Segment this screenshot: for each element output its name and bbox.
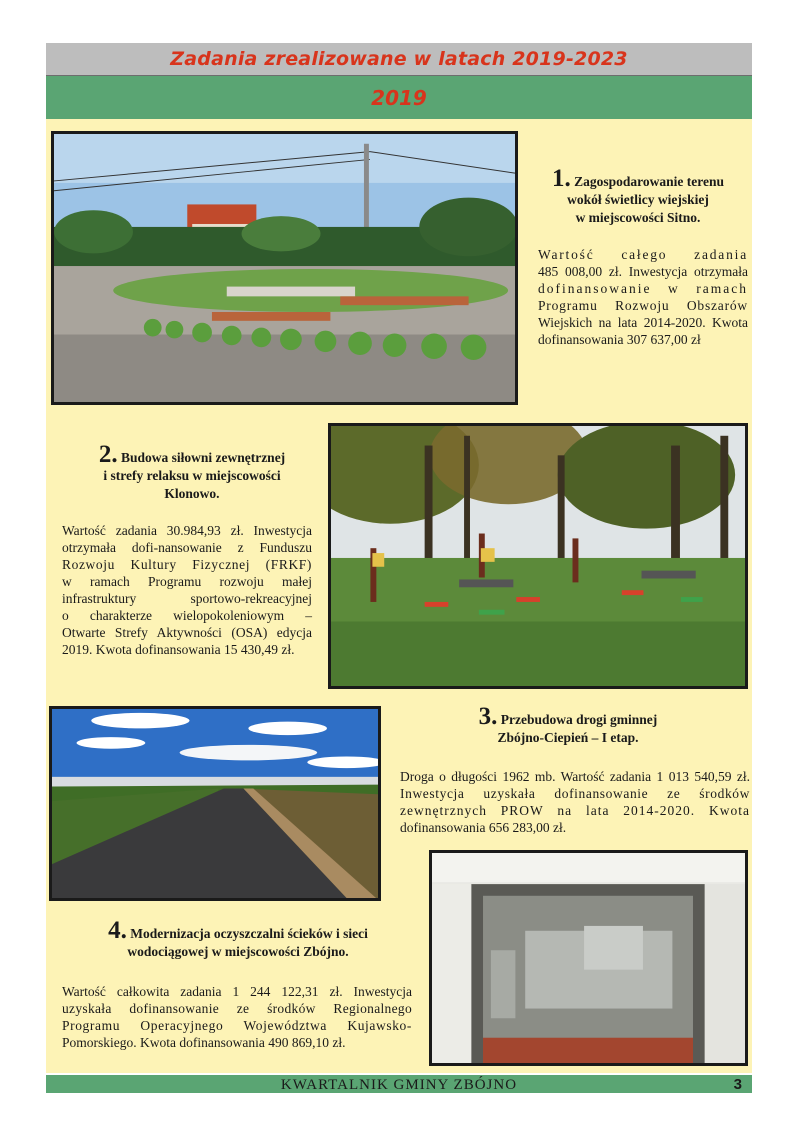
page-title: Zadania zrealizowane w latach 2019-2023 [170,48,628,70]
item-3-title-line: Przebudowa drogi gminnej [500,712,658,727]
item-4-title-line: Modernizacja oczyszczalni ścieków i sieci [130,926,368,941]
photo-treatment-plant [429,850,748,1066]
item-4-description [62,983,412,1051]
title-bar [46,43,752,77]
item-3-title-line: Zbójno-Ciepień – I etap. [497,730,639,745]
item-3-description [400,768,750,836]
item-2-body-line: infrastruktury sportowo-rekreacyjnej [62,591,312,606]
photo-sitno-park [51,131,518,405]
item-3-number: 3. [478,703,498,730]
photo-klonowo-gym [328,423,748,689]
item-1-body-line: 485 008,00 zł. Inwestycja otrzymała [538,264,748,279]
item-2-body-line: 2019. Kwota dofinansowania 15 430,49 zł. [62,642,295,657]
item-4-body-line: Programu Operacyjnego Województwa Kujawsko- [62,1018,412,1033]
item-4-body-line: uzyskała dofinansowanie ze środków Regionalnego [62,1001,412,1016]
item-4-heading [58,917,418,961]
item-1-body-line: Wartość całego zadania [538,247,748,262]
item-1-heading [528,165,748,227]
publication-name: KWARTALNIK GMINY ZBÓJNO [280,1077,518,1093]
item-2-body-line: o charakterze wielopokoleniowym – [62,608,312,623]
footer-bar [46,1075,752,1093]
item-3-body-line: Inwestycja uzyskała dofinansowanie ze środków [400,786,750,801]
item-3-body-line: zewnętrznych PROW na lata 2014-2020. Kwota [400,803,750,818]
item-2-number: 2. [98,441,118,468]
item-1-description [538,246,748,348]
item-2-body-line: w ramach Programu rozwoju małej [62,574,312,589]
item-1-title-line: Zagospodarowanie terenu [574,174,725,189]
item-4-body-line: Pomorskiego. Kwota dofinansowania 490 869,10 zł. [62,1035,346,1050]
year-heading: 2019 [371,85,427,110]
item-1-body-line: Wiejskich na lata 2014-2020. Kwota [538,315,748,330]
item-2-title-line: Budowa siłowni zewnętrznej [120,450,286,465]
item-1-body-line: dofinansowanie w ramach [538,281,748,296]
item-2-body-line: Rozwoju Kultury Fizycznej (FRKF) [62,557,312,572]
item-4-body-line: Wartość całkowita zadania 1 244 122,31 zł. Inwestycja [62,984,412,999]
item-2-body-line: Otwarte Strefy Aktywności (OSA) edycja [62,625,312,640]
item-1-title-line: w miejscowości Sitno. [575,210,701,225]
item-2-body-line: Wartość zadania 30.984,93 zł. Inwestycja [62,523,312,538]
item-1-number: 1. [551,165,571,192]
item-4-title-line: wodociągowej w miejscowości Zbójno. [127,944,349,959]
page-number: 3 [733,1076,742,1093]
item-2-description [62,522,312,658]
item-2-title-line: i strefy relaksu w miejscowości [103,468,281,483]
item-3-heading [450,703,686,747]
item-1-body-line: Programu Rozwoju Obszarów [538,298,748,313]
item-3-body-line: Droga o długości 1962 mb. Wartość zadania 1 013 540,59 zł. [400,769,750,784]
item-2-title-line: Klonowo. [164,486,220,501]
item-1-body-line: dofinansowania 307 637,00 zł [538,332,701,347]
item-2-body-line: otrzymała dofi-nansowanie z Funduszu [62,540,312,555]
item-2-heading [64,441,320,503]
item-4-number: 4. [108,917,127,944]
photo-road [49,706,381,901]
item-3-body-line: dofinansowania 656 283,00 zł. [400,820,567,835]
item-1-title-line: wokół świetlicy wiejskiej [567,192,709,207]
year-bar [46,76,752,119]
